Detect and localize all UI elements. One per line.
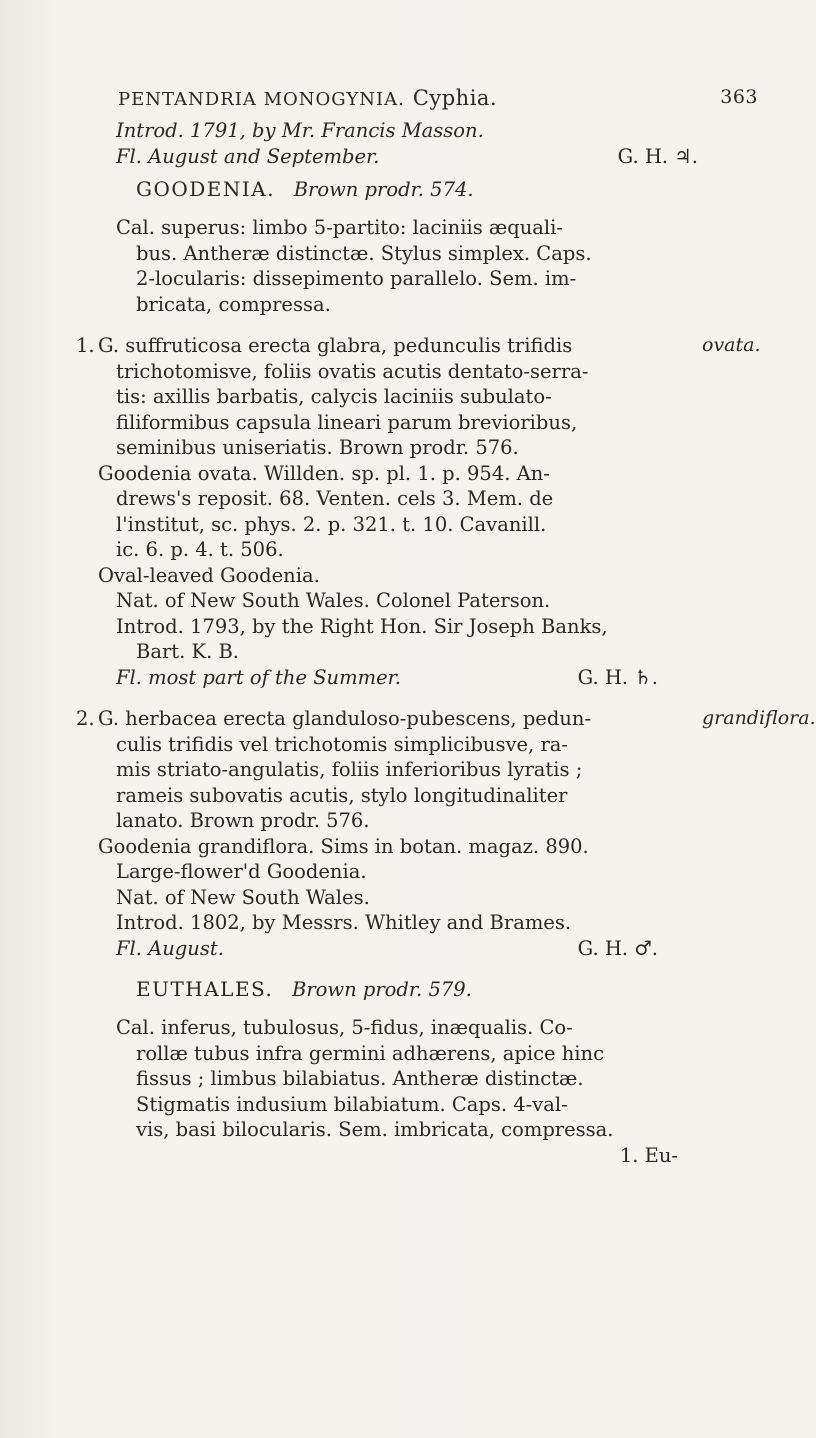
species-introd-line: Bart. K. B. xyxy=(136,640,240,663)
species-english-name: Oval-leaved Goodenia. xyxy=(98,563,320,587)
header-genus: Cyphia. xyxy=(412,86,498,110)
species-ovata xyxy=(76,333,761,690)
euthales-char-line: rollæ tubus infra germini adhærens, apice hinc xyxy=(136,1041,605,1065)
species-synonym-line: l'institut, sc. phys. 2. p. 321. t. 10. Cavanill. xyxy=(116,512,547,536)
euthales-ref: Brown prodr. 579. xyxy=(292,978,472,1001)
species-native-line: Nat. of New South Wales. Colonel Paterson. xyxy=(116,589,551,612)
species-number: 1. xyxy=(76,334,95,357)
species-flowering-code: G. H. ♂. xyxy=(577,936,658,960)
species-number: 2. xyxy=(76,707,95,730)
goodenia-heading xyxy=(98,177,698,207)
species-description-line: G. suffruticosa erecta glabra, pedunculis trifidis xyxy=(98,334,573,357)
species-english-name: Large-flower'd Goodenia. xyxy=(116,860,367,883)
species-description-line: mis striato-angulatis, foliis inferioribus lyratis ; xyxy=(116,758,583,781)
species-synonym-line: drews's reposit. 68. Venten. cels 3. Mem. de xyxy=(116,487,554,510)
page-number: 363 xyxy=(720,86,758,108)
species-introd-line: Introd. 1802, by Messrs. Whitley and Brames. xyxy=(116,911,572,934)
euthales-char-line: Cal. inferus, tubulosus, 5-fidus, inæqualis. Co- xyxy=(116,1016,573,1039)
goodenia-ref: Brown prodr. 574. xyxy=(293,178,474,201)
running-header xyxy=(118,86,758,116)
euthales-heading xyxy=(98,977,698,1007)
catchword-row xyxy=(98,1143,698,1169)
species-synonym-line: Goodenia grandiflora. Sims in botan. magaz. 890. xyxy=(98,834,589,858)
species-flowering: Fl. most part of the Summer. G. H. ♄. xyxy=(116,665,658,689)
goodenia-char-line: bricata, compressa. xyxy=(136,292,331,316)
species-description-line: G. herbacea erecta glanduloso-pubescens, pedun- xyxy=(98,707,592,730)
species-introd-line: Introd. 1793, by the Right Hon. Sir Joseph Banks, xyxy=(116,614,608,638)
species-description-line: culis trifidis vel trichotomis simplicibusve, ra- xyxy=(116,732,568,756)
species-description-line: tis: axillis barbatis, calycis laciniis subulato- xyxy=(116,385,552,408)
species-epithet: ovata. xyxy=(702,334,761,356)
species-description-line: trichotomisve, foliis ovatis acutis dentato-serra- xyxy=(116,359,589,383)
species-native-line: Nat. of New South Wales. xyxy=(116,885,370,909)
euthales-char-line: vis, basi bilocularis. Sem. imbricata, compressa. xyxy=(136,1118,614,1141)
euthales-char-line: fissus ; limbus bilabiatus. Antheræ distinctæ. xyxy=(136,1067,584,1090)
species-description-line: rameis subovatis acutis, stylo longitudinaliter xyxy=(116,783,568,807)
species-epithet: grandiflora. xyxy=(702,707,816,729)
species-description-line: lanato. Brown prodr. 576. xyxy=(116,809,370,832)
cyphia-flowering: Fl. August and September. G. H. ♃. xyxy=(116,144,698,168)
page-body xyxy=(76,118,816,1168)
goodenia-title: GOODENIA. xyxy=(136,177,276,201)
species-flowering-code: G. H. ♄. xyxy=(577,665,658,689)
species-grandiflora xyxy=(76,706,816,961)
goodenia-char-line: Cal. superus: limbo 5-partito: laciniis æquali- xyxy=(116,216,563,239)
catchword: 1. Eu- xyxy=(619,1143,678,1167)
header-class-title: PENTANDRIA MONOGYNIA. xyxy=(118,89,405,110)
euthales-char-line: Stigmatis indusium bilabiatum. Caps. 4-val- xyxy=(136,1092,568,1116)
goodenia-char-line: 2-locularis: dissepimento parallelo. Sem. im- xyxy=(136,267,577,290)
cyphia-flowering-code: G. H. ♃. xyxy=(617,144,698,168)
euthales-title: EUTHALES. xyxy=(136,977,274,1001)
species-synonym-line: ic. 6. p. 4. t. 506. xyxy=(116,538,284,561)
species-description-line: seminibus uniseriatis. Brown prodr. 576. xyxy=(116,436,519,459)
species-description-line: filiformibus capsula lineari parum brevioribus, xyxy=(116,410,578,434)
species-synonym-line: Goodenia ovata. Willden. sp. pl. 1. p. 954. An- xyxy=(98,461,550,485)
goodenia-char-line: bus. Antheræ distinctæ. Stylus simplex. Caps. xyxy=(136,241,592,265)
cyphia-introd: Introd. 1791, by Mr. Francis Masson. xyxy=(116,119,484,142)
species-flowering: Fl. August. G. H. ♂. xyxy=(116,936,658,960)
